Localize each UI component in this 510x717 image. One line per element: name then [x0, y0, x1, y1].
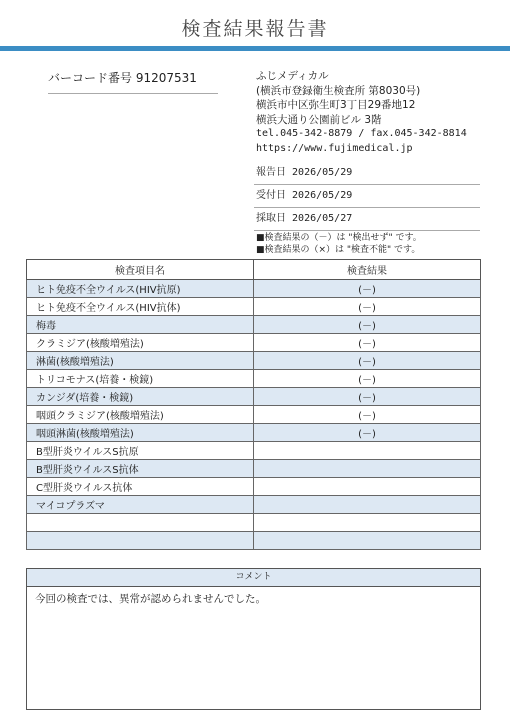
table-row [27, 460, 481, 478]
test-result: (－) [254, 334, 481, 352]
date-label: 採取日 [256, 213, 286, 224]
column-header-result: 検査結果 [254, 260, 481, 280]
test-result: (－) [254, 280, 481, 298]
test-result [254, 442, 481, 460]
date-list [254, 162, 480, 231]
column-header-item: 検査項目名 [27, 260, 254, 280]
company-website-link[interactable]: https://www.fujimedical.jp [256, 142, 413, 154]
test-item-name: マイコプラズマ [27, 496, 254, 514]
table-row [27, 532, 481, 550]
table-row [27, 478, 481, 496]
table-row [27, 388, 481, 406]
test-result [254, 496, 481, 514]
test-result: (－) [254, 352, 481, 370]
receipt-date-row [254, 185, 480, 208]
table-row [27, 280, 481, 298]
report-date-row [254, 162, 480, 185]
test-item-name [27, 532, 254, 550]
result-legend-notes [256, 233, 422, 256]
company-address-line2: 横浜大通り公園前ビル 3階 [256, 113, 382, 126]
company-address-line1: 横浜市中区弥生町3丁目29番地12 [256, 99, 416, 111]
test-item-name: B型肝炎ウイルスS抗原 [27, 442, 254, 460]
test-item-name: 咽頭淋菌(核酸増殖法) [27, 424, 254, 442]
test-item-name: 梅毒 [27, 316, 254, 334]
test-result: (－) [254, 406, 481, 424]
test-result: (－) [254, 298, 481, 316]
barcode-label: バーコード番号 [48, 71, 133, 85]
test-item-name: C型肝炎ウイルス抗体 [27, 478, 254, 496]
company-name: ふじメディカル [256, 70, 329, 82]
table-row [27, 442, 481, 460]
company-phone-fax: tel.045-342-8879 / fax.045-342-8814 [256, 128, 467, 139]
comment-text: 今回の検査では、異常が認められませんでした。 [35, 593, 266, 605]
test-item-name: ヒト免疫不全ウイルス(HIV抗体) [27, 298, 254, 316]
report-title: 検査結果報告書 [181, 18, 329, 40]
table-row [27, 352, 481, 370]
company-info [256, 69, 467, 156]
table-row [27, 406, 481, 424]
test-result [254, 478, 481, 496]
test-item-name: B型肝炎ウイルスS抗体 [27, 460, 254, 478]
test-result: (－) [254, 370, 481, 388]
date-label: 受付日 [256, 190, 286, 201]
company-registration: (横浜市登録衛生検査所 第8030号) [256, 84, 421, 97]
test-result [254, 514, 481, 532]
table-row [27, 514, 481, 532]
test-result [254, 460, 481, 478]
date-value: 2026/05/29 [292, 190, 353, 201]
table-row [27, 316, 481, 334]
barcode-field [48, 69, 218, 94]
test-result [254, 532, 481, 550]
date-value: 2026/05/29 [292, 167, 353, 178]
test-result: (－) [254, 388, 481, 406]
barcode-number: 91207531 [135, 71, 197, 85]
test-result: (－) [254, 424, 481, 442]
table-row [27, 424, 481, 442]
comment-header: コメント [27, 569, 480, 587]
results-table [26, 259, 481, 550]
table-row [27, 370, 481, 388]
note-not-detected: ■検査結果の（－）は "検出せず" です。 [256, 233, 422, 243]
test-item-name: 咽頭クラミジア(核酸増殖法) [27, 406, 254, 424]
table-row [27, 334, 481, 352]
note-untestable: ■検査結果の（×）は "検査不能" です。 [256, 244, 421, 255]
table-row [27, 298, 481, 316]
test-item-name: 淋菌(核酸増殖法) [27, 352, 254, 370]
collection-date-row [254, 208, 480, 231]
date-label: 報告日 [256, 167, 286, 178]
test-item-name [27, 514, 254, 532]
test-item-name: ヒト免疫不全ウイルス(HIV抗原) [27, 280, 254, 298]
results-table-body [27, 280, 481, 550]
test-item-name: カンジダ(培養・検鏡) [27, 388, 254, 406]
table-header-row [27, 260, 481, 280]
comment-box [26, 568, 481, 710]
test-item-name: クラミジア(核酸増殖法) [27, 334, 254, 352]
table-row [27, 496, 481, 514]
test-result: (－) [254, 316, 481, 334]
header-accent-bar [0, 46, 510, 51]
date-value: 2026/05/27 [292, 213, 353, 224]
test-item-name: トリコモナス(培養・検鏡) [27, 370, 254, 388]
